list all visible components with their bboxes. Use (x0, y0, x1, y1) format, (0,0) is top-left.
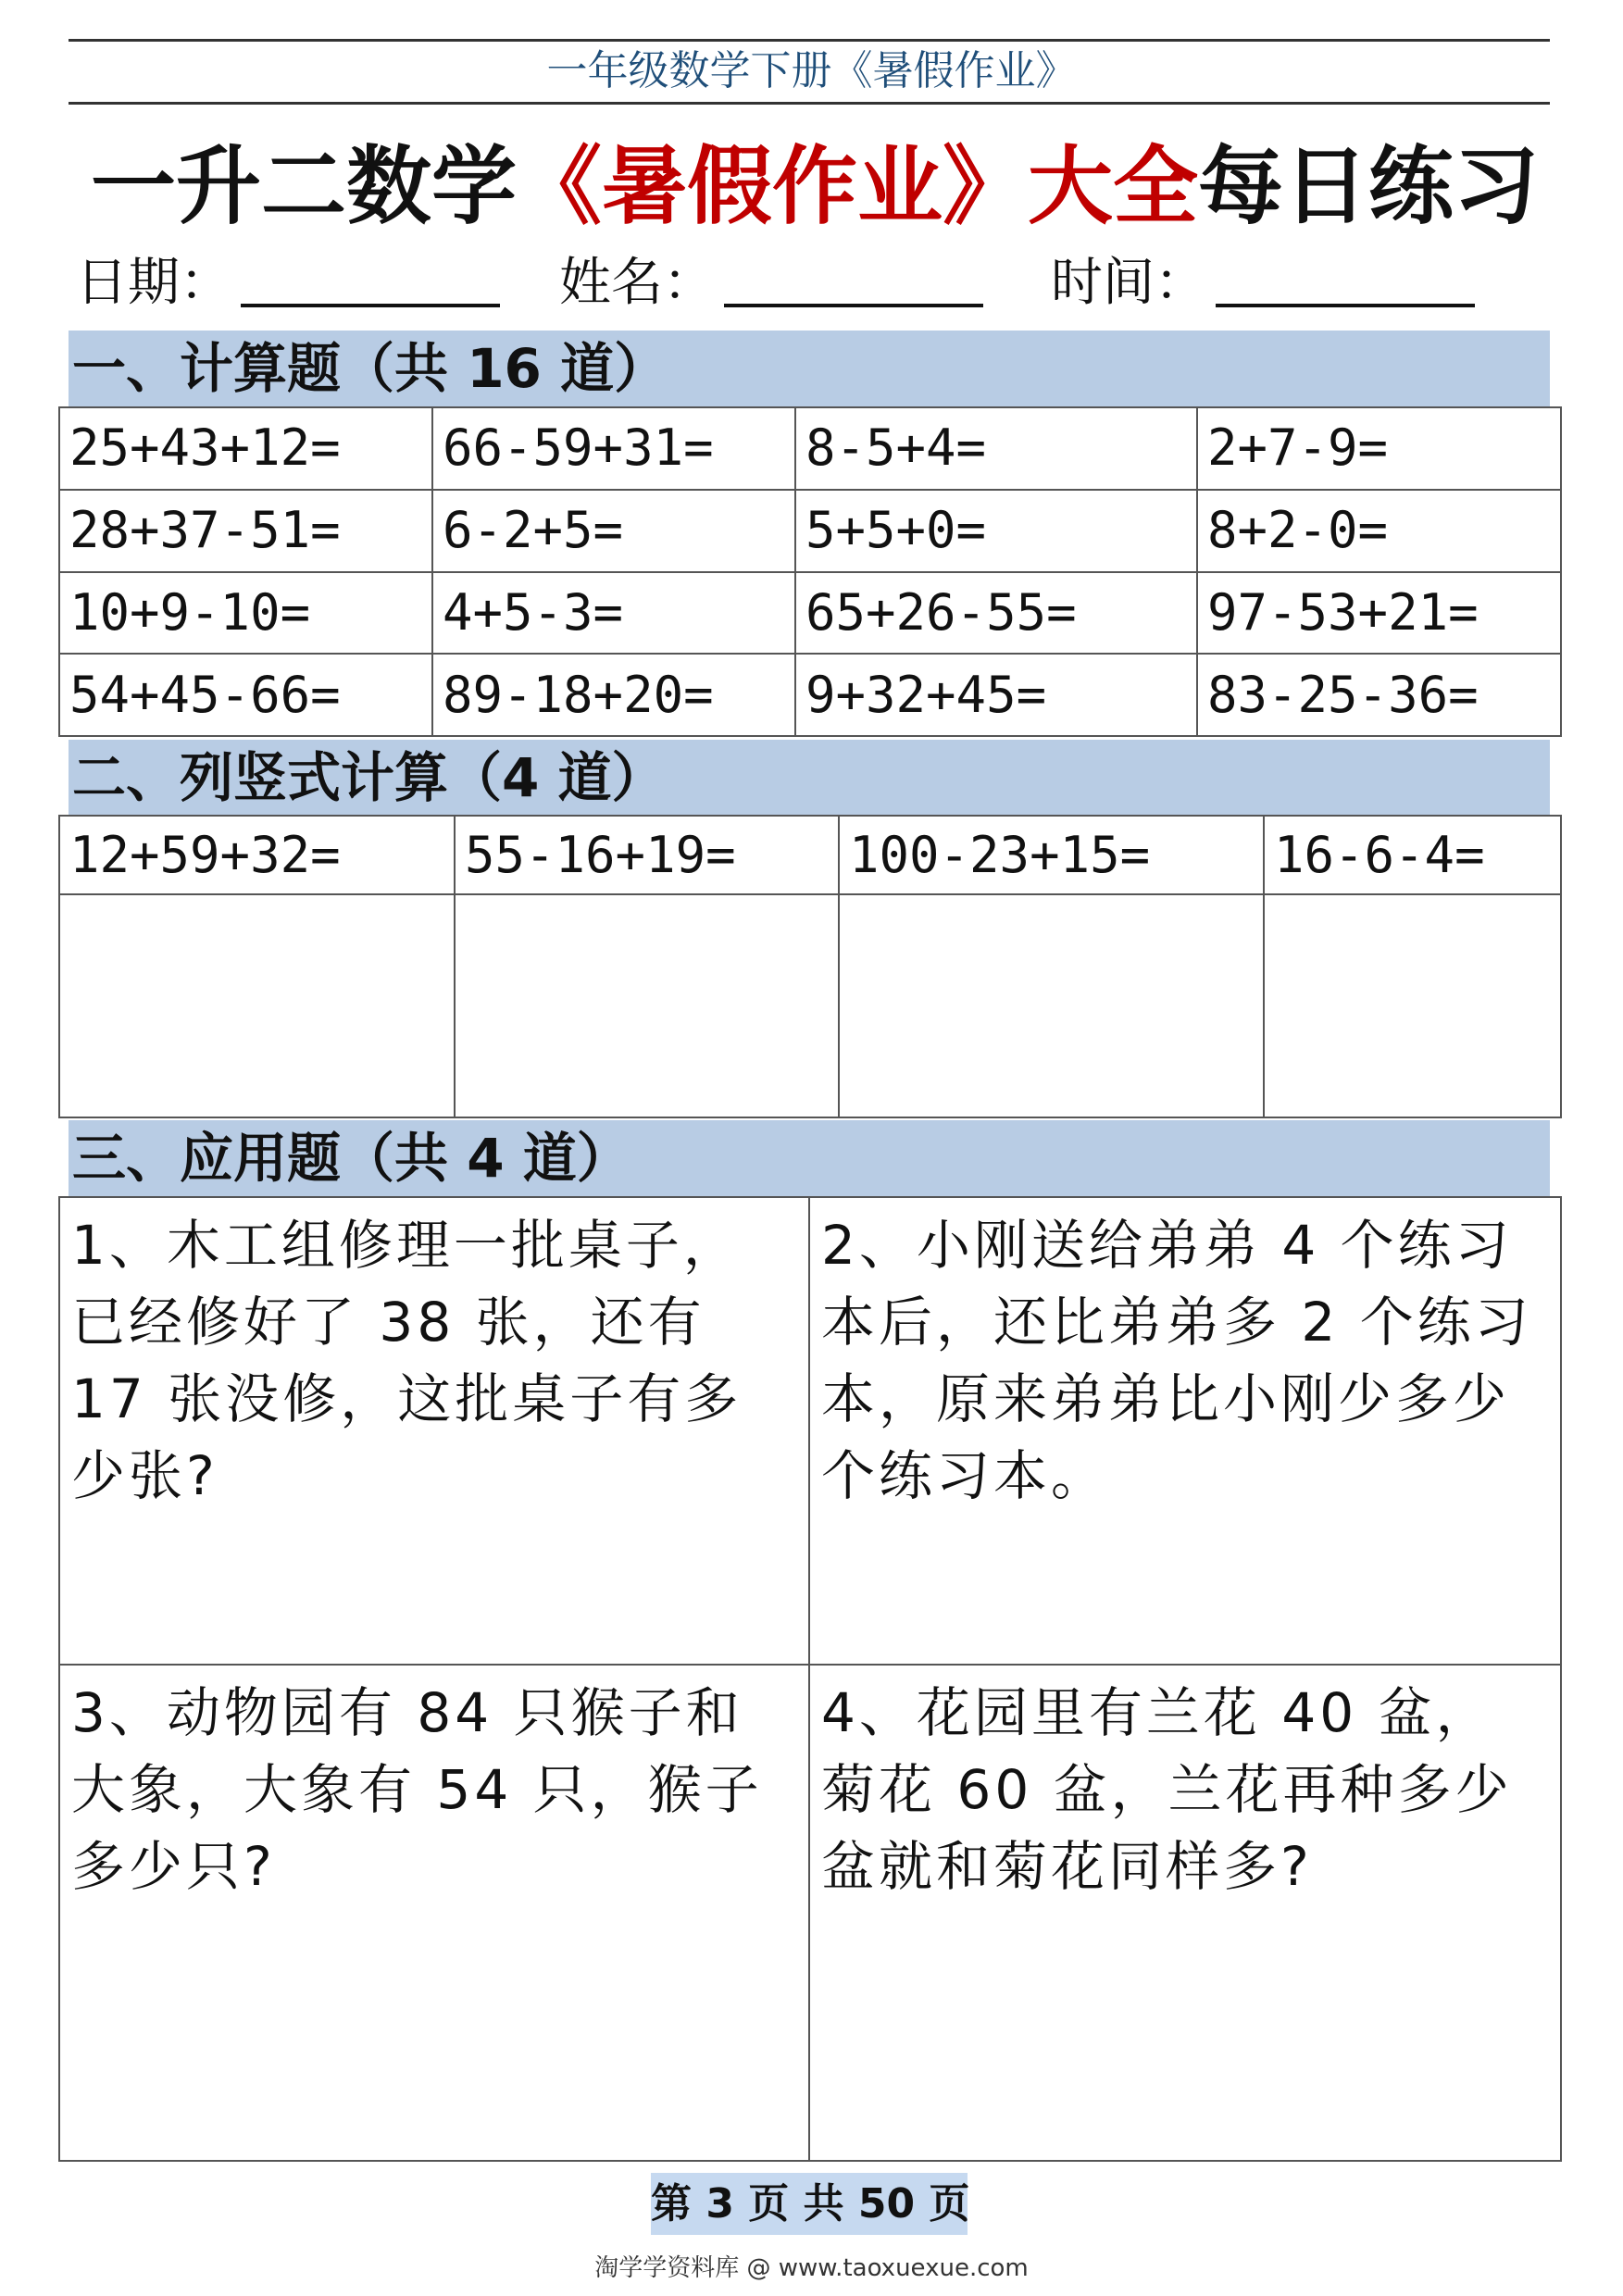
header-rule-bottom (69, 102, 1550, 105)
word-problem: 2、小刚送给弟弟 4 个练习本后，还比弟弟多 2 个练习本，原来弟弟比小刚少多少个练习本。 (809, 1197, 1561, 1665)
calc-problem: 28+37-51= (59, 490, 432, 572)
page-number: 第 3 页 共 50 页 (651, 2173, 968, 2235)
calc-problem: 54+45-66= (59, 654, 432, 736)
table-row (59, 816, 1561, 894)
time-blank[interactable] (1216, 265, 1475, 307)
time-label: 时间： (1051, 253, 1206, 313)
calc-problem: 66-59+31= (432, 407, 795, 490)
date-field (76, 252, 500, 315)
table-row (59, 572, 1561, 655)
calc-problem: 83-25-36= (1197, 654, 1561, 736)
title-part2: 《暑假作业》大全 (516, 137, 1198, 236)
time-field (1051, 252, 1475, 315)
work-area-row (59, 894, 1561, 1117)
date-blank[interactable] (241, 265, 500, 307)
calc-problem: 97-53+21= (1197, 572, 1561, 655)
name-blank[interactable] (724, 265, 983, 307)
calc-problem: 4+5-3= (432, 572, 795, 655)
work-area[interactable] (1264, 894, 1561, 1117)
calc-problem: 10+9-10= (59, 572, 432, 655)
section3-heading: 三、应用题（共 4 道） (69, 1120, 1550, 1196)
section2-heading: 二、列竖式计算（4 道） (69, 740, 1550, 816)
page-title (56, 135, 1574, 239)
title-part3: 每日练习 (1198, 137, 1540, 236)
work-area[interactable] (839, 894, 1264, 1117)
vertical-calc-table (58, 815, 1562, 1118)
table-row (59, 407, 1561, 490)
calc-problem: 6-2+5= (432, 490, 795, 572)
name-field (559, 252, 983, 315)
calc-problem: 2+7-9= (1197, 407, 1561, 490)
calc-problem: 25+43+12= (59, 407, 432, 490)
calc-problem: 8-5+4= (795, 407, 1197, 490)
calc-problem: 5+5+0= (795, 490, 1197, 572)
calc-problem: 8+2-0= (1197, 490, 1561, 572)
work-area[interactable] (59, 894, 455, 1117)
date-label: 日期： (76, 253, 231, 313)
vertical-calc-problem: 55-16+19= (455, 816, 839, 894)
name-label: 姓名： (559, 253, 715, 313)
work-area[interactable] (455, 894, 839, 1117)
title-part1: 一升二数学 (90, 137, 517, 236)
vertical-calc-problem: 12+59+32= (59, 816, 455, 894)
vertical-calc-problem: 100-23+15= (839, 816, 1264, 894)
word-problem: 4、花园里有兰花 40 盆，菊花 60 盆，兰花再种多少盆就和菊花同样多? (809, 1665, 1561, 2161)
section1-heading: 一、计算题（共 16 道） (69, 331, 1550, 406)
calc-problem: 9+32+45= (795, 654, 1197, 736)
watermark: 淘学学资料库 @ www.taoxuexue.com (594, 2254, 1029, 2282)
table-row (59, 654, 1561, 736)
word-problem-table (58, 1196, 1562, 2162)
vertical-calc-problem: 16-6-4= (1264, 816, 1561, 894)
header-rule-top (69, 39, 1550, 42)
calc-problem: 89-18+20= (432, 654, 795, 736)
calc-problem: 65+26-55= (795, 572, 1197, 655)
word-problem: 3、动物园有 84 只猴子和大象，大象有 54 只，猴子多少只? (59, 1665, 809, 2161)
table-row (59, 490, 1561, 572)
running-header: 一年级数学下册《暑假作业》 (546, 47, 1077, 94)
calc-table (58, 406, 1562, 737)
word-problem: 1、木工组修理一批桌子，已经修好了 38 张，还有 17 张没修，这批桌子有多少张? (59, 1197, 809, 1665)
